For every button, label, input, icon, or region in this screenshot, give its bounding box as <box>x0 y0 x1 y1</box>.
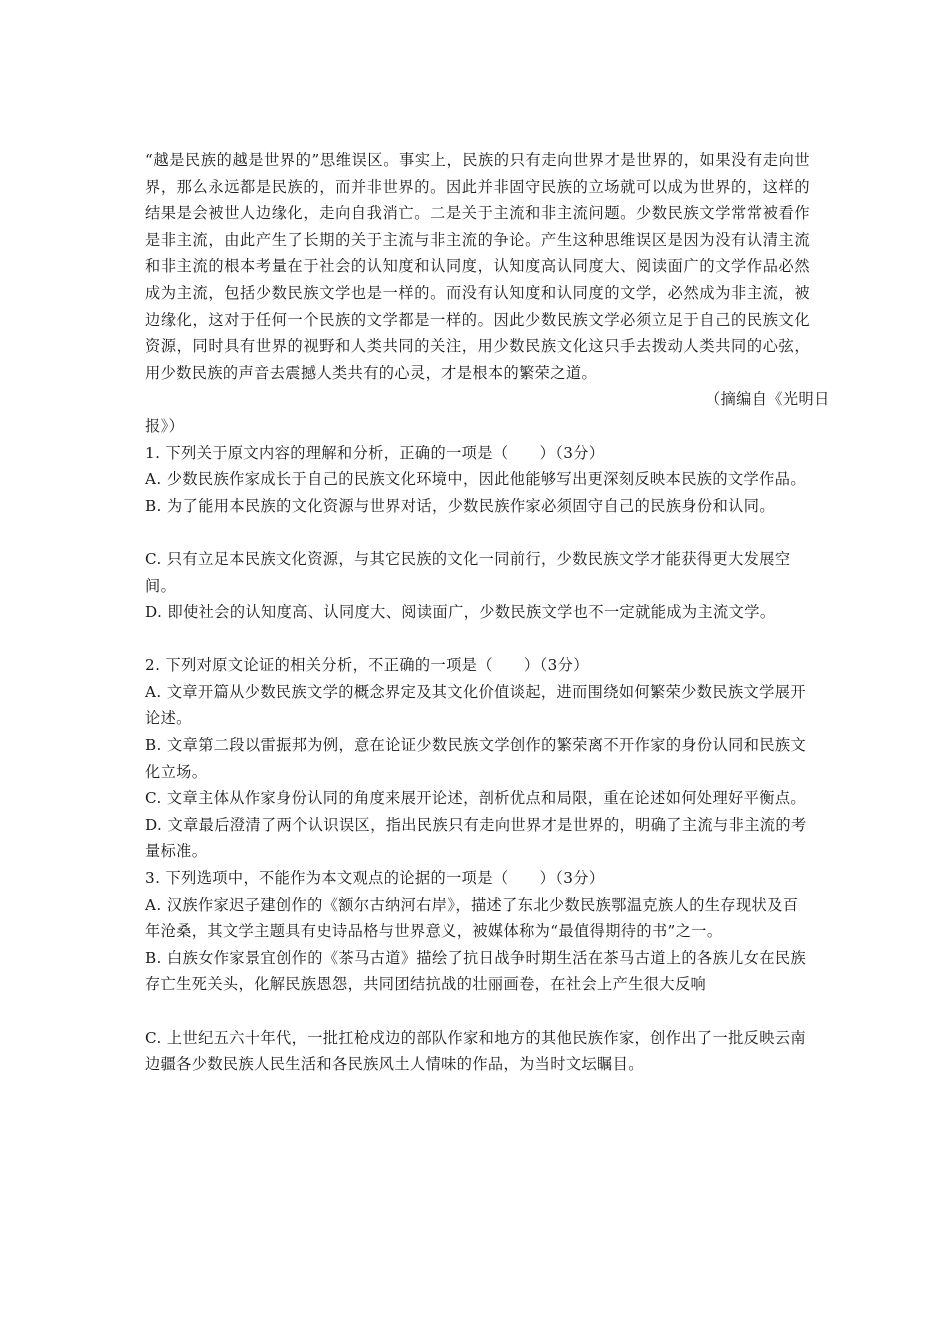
option-b: B. 文章第二段以雷振邦为例，意在论证少数民族文学创作的繁荣离不开作家的身份认同和民族文化立场。 <box>145 736 807 781</box>
source-citation-tail: 报》） <box>145 416 185 435</box>
passage-paragraph: “越是民族的越是世界的”思维误区。事实上，民族的只有走向世界才是世界的，如果没有走向世界，那么永远都是民族的，而并非世界的。因此并非固守民族的立场就可以成为世界的，这样的结果是会被世人边缘化，走向自我消亡。二是关于主流和非主流问题。少数民族文学常常被看作是非主流，由此产生了长期的关于主流与非主流的争论。产生这种思维误区是因为没有认清主流和非主流的根本考量在于社会的认知度和认同度，认知度高认同度大、阅读面广的文学作品必然成为主流，包括少数民族文学也是一样的。而没有认知度和认同度的文学，必然成为非主流，被边缘化，这对于任何一个民族的文学都是一样的。因此少数民族文学必须立足于自己的民族文化资源，同时具有世界的视野和人类共同的关注，用少数民族文化这只手去拨动人类共同的心弦，用少数民族的声音去震撼人类共有的心灵，才是根本的繁荣之道。 <box>145 151 810 382</box>
option-a: A. 文章开篇从少数民族文学的概念界定及其文化价值谈起，进而围绕如何繁荣少数民族文学展开论述。 <box>145 682 806 728</box>
option-b: B. 白族女作家景宜创作的《茶马古道》描绘了抗日战争时期生活在茶马古道上的各族儿女在民族存亡生死关头，化解民族恩怨，共同团结抗战的壮丽画卷，在社会上产生很大反响 <box>145 948 807 994</box>
document-page <box>145 147 830 1078</box>
question-stem: 2. 下列对原文论证的相关分析，不正确的一项是（ ）（3分） <box>145 656 589 675</box>
question-2 <box>145 652 810 865</box>
option-a: A. 少数民族作家成长于自己的民族文化环境中，因此他能够写出更深刻反映本民族的文学作品。 <box>145 470 806 489</box>
question-1 <box>145 440 810 653</box>
option-c: C. 上世纪五六十年代，一批扛枪戍边的部队作家和地方的其他民族作家，创作出了一批反映云南边疆各少数民族人民生活和各民族风土人情味的作品，为当时文坛瞩目。 <box>145 1028 807 1074</box>
blank-line <box>145 626 810 653</box>
blank-line <box>145 998 810 1025</box>
option-b: B. 为了能用本民族的文化资源与世界对话，少数民族作家必须固守自己的民族身份和认同。 <box>145 496 775 515</box>
question-3 <box>145 865 810 1078</box>
question-stem: 3. 下列选项中，不能作为本文观点的论据的一项是（ ）（3分） <box>145 869 605 888</box>
option-d: D. 即使社会的认知度高、认同度大、阅读面广，少数民族文学也不一定就能成为主流文学。 <box>145 603 776 622</box>
option-a: A. 汉族作家迟子建创作的《额尔古纳河右岸》，描述了东北少数民族鄂温克族人的生存现状及百年沧桑，其文学主题具有史诗品格与世界意义，被媒体称为“最值得期待的书”之一。 <box>145 895 799 941</box>
option-c: C. 只有立足本民族文化资源，与其它民族的文化一同前行，少数民族文学才能获得更大发展空间。 <box>145 549 791 595</box>
blank-line <box>145 519 810 546</box>
option-c: C. 文章主体从作家身份认同的角度来展开论述，剖析优点和局限，重在论述如何处理好平衡点。 <box>145 789 807 808</box>
option-d: D. 文章最后澄清了两个认识误区，指出民族只有走向世界才是世界的，明确了主流与非主流的考量标准。 <box>145 815 807 861</box>
source-citation: （摘编自《光明日 <box>705 390 830 409</box>
question-stem: 1. 下列关于原文内容的理解和分析，正确的一项是（ ）（3分） <box>145 443 605 462</box>
